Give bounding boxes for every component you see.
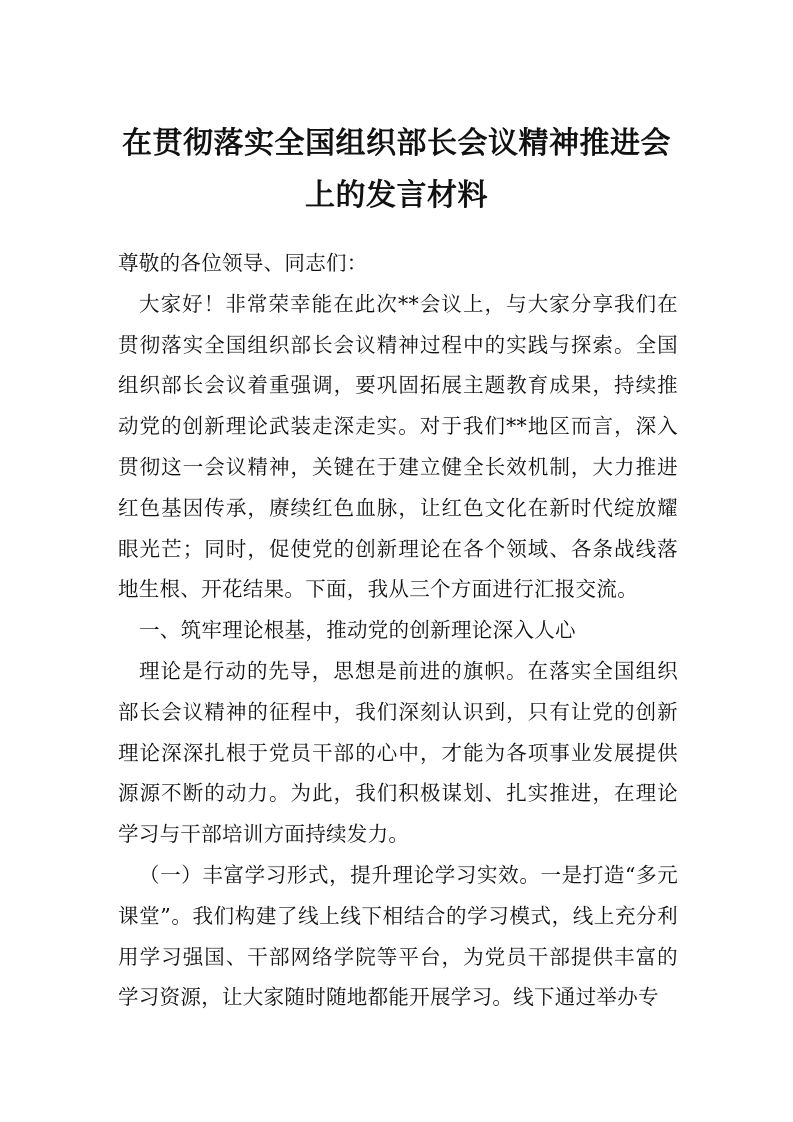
salutation: 尊敬的各位领导、同志们： [118, 251, 368, 275]
title-line-1: 在贯彻落实全国组织部长会议精神推进会 [122, 126, 671, 161]
paragraph-intro: 大家好！非常荣幸能在此次**会议上，与大家分享我们在贯彻落实全国组织部长会议精神过程中的实践与探索。全国组织部长会议着重强调，要巩固拓展主题教育成果，持续推动党的创新理论武装走深走实。对于我们**地区而言，深入贯彻这一会议精神，关键在于建立健全长效机制，大力推进红色基因传承，赓续红色血脉，让红色文化在新时代绽放耀眼光芒；同时，促使党的创新理论在各个领域、各条战线落地生根、开花结果。下面，我从三个方面进行汇报交流。 [118, 291, 678, 602]
document-title [100, 118, 693, 222]
paragraph-subsection-1: （一）丰富学习形式，提升理论学习实效。一是打造“多元课堂”。我们构建了线上线下相结合的学习模式，线上充分利用学习强国、干部网络学院等平台，为党员干部提供丰富的学习资源，让大家随时随地都能开展学习。线下通过举办专 [118, 862, 678, 1010]
section-heading-1: 一、筑牢理论根基，推动党的创新理论深入人心 [139, 618, 576, 643]
document-body [118, 243, 678, 1018]
paragraph-section-1: 理论是行动的先导，思想是前进的旗帜。在落实全国组织部长会议精神的征程中，我们深刻认识到，只有让党的创新理论深深扎根于党员干部的心中，才能为各项事业发展提供源源不断的动力。为此，我们积极谋划、扎实推进，在理论学习与干部培训方面持续发力。 [118, 658, 678, 847]
title-line-2: 上的发言材料 [305, 178, 488, 213]
